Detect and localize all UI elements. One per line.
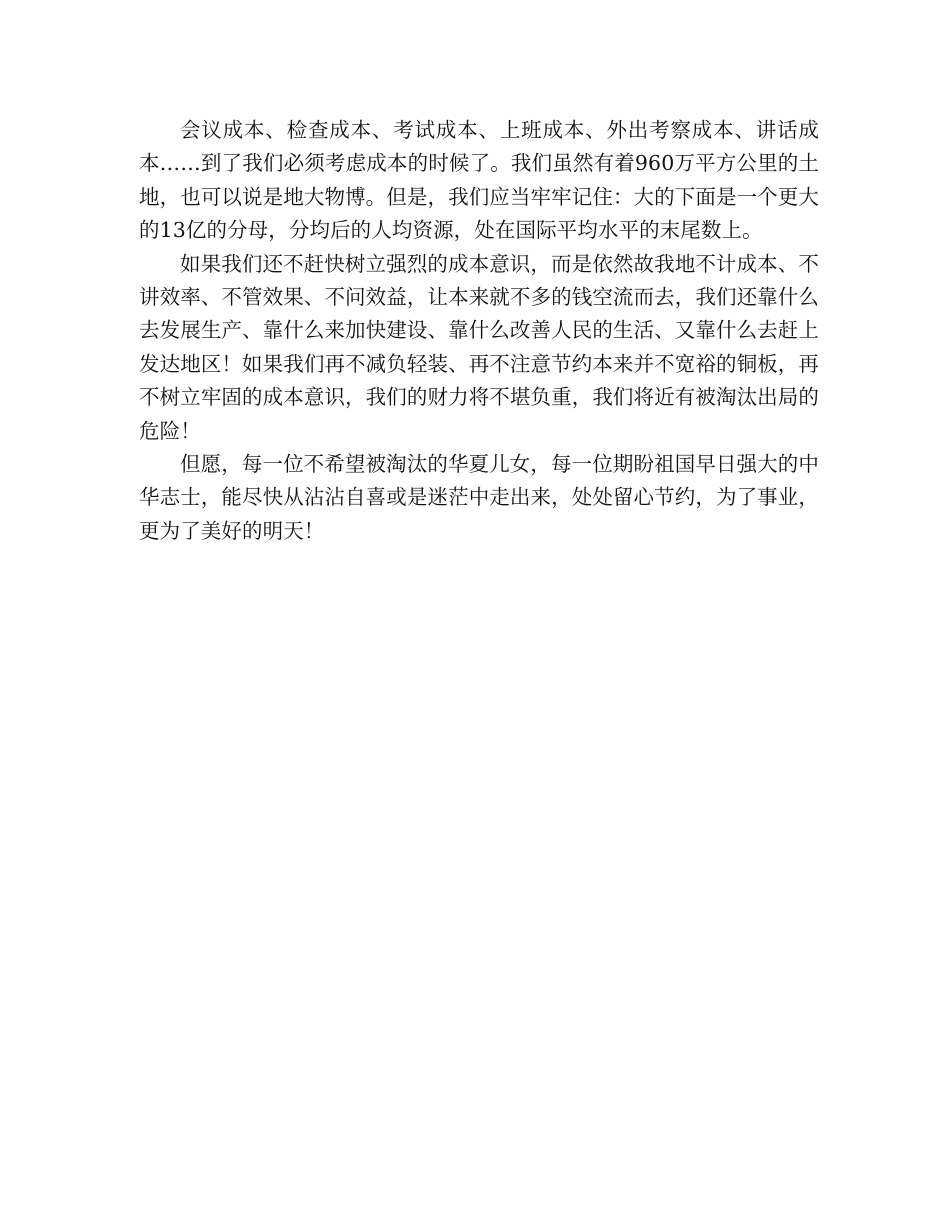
paragraph-closing-hope: 但愿，每一位不希望被淘汰的华夏儿女，每一位期盼祖国早日强大的中华志士，能尽快从沾沾自喜或是迷茫中走出来，处处留心节约，为了事业，更为了美好的明天！ <box>139 452 819 543</box>
document-body <box>139 114 819 548</box>
paragraph-cost-list: 会议成本、检查成本、考试成本、上班成本、外出考察成本、讲话成本……到了我们必须考虑成本的时候了。我们虽然有着960万平方公里的土地，也可以说是地大物博。但是，我们应当牢牢记住：大的下面是一个更大的13亿的分母，分均后的人均资源，处在国际平均水平的末尾数上。 <box>139 118 819 243</box>
paragraph-cost-awareness: 如果我们还不赶快树立强烈的成本意识，而是依然故我地不计成本、不讲效率、不管效果、不问效益，让本来就不多的钱空流而去，我们还靠什么去发展生产、靠什么来加快建设、靠什么改善人民的生活、又靠什么去赶上发达地区！如果我们再不减负轻装、再不注意节约本来并不宽裕的铜板，再不树立牢固的成本意识，我们的财力将不堪负重，我们将近有被淘汰出局的危险！ <box>139 251 819 443</box>
